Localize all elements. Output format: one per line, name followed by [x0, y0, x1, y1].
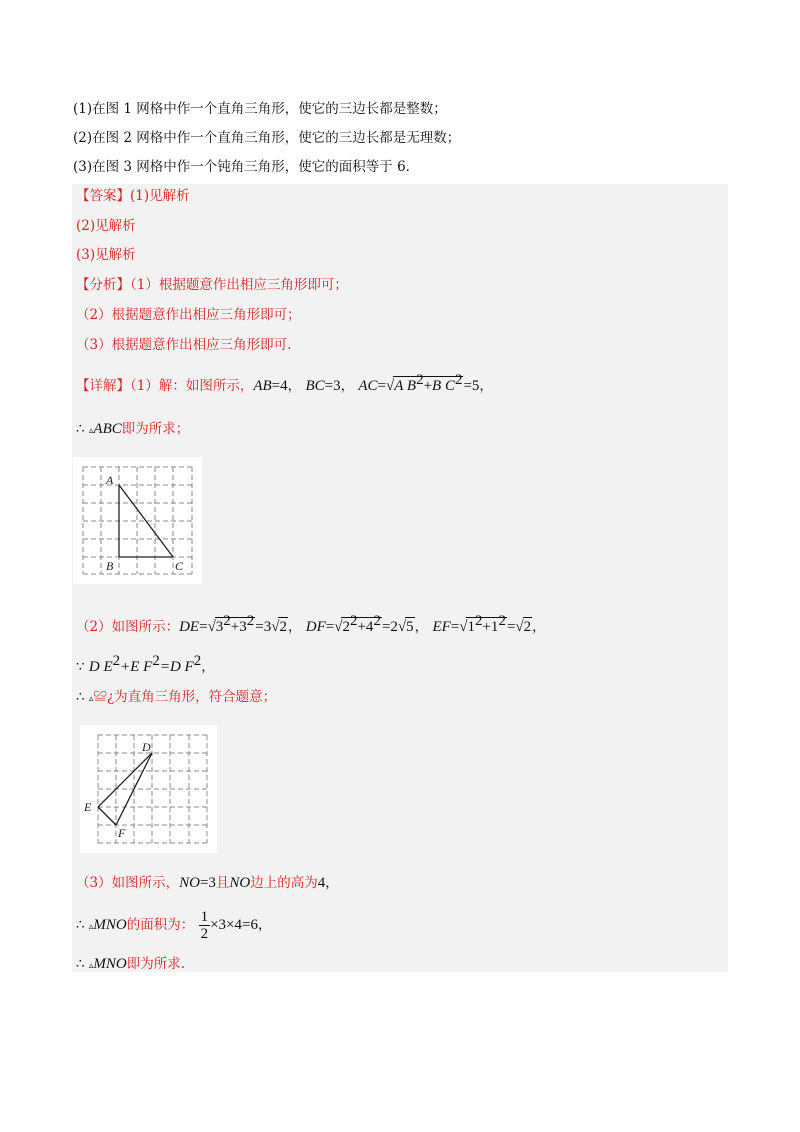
exponent: 2 — [112, 653, 121, 669]
therefore-symbol: ∴ — [76, 421, 85, 437]
question-line-3: (3)在图 3 网格中作一个钝角三角形，使它的面积等于 6． — [73, 159, 420, 175]
exponent: 2 — [246, 613, 255, 629]
math-ef: EF — [432, 619, 451, 635]
math-mno: MNO — [93, 956, 127, 972]
math-mno: MNO — [93, 917, 127, 933]
separator: ， — [287, 378, 302, 394]
mno-conclusion: 即为所求. — [126, 956, 186, 972]
separator: ， — [532, 619, 546, 635]
label-e: E — [84, 800, 92, 814]
triangle-symbol: ▵ — [88, 694, 94, 704]
detail-line-2 — [76, 420, 189, 440]
math-df: DF — [305, 619, 326, 635]
label-c: C — [175, 559, 184, 573]
radicand-part: 2 — [523, 619, 532, 635]
exponent: 2 — [474, 613, 483, 629]
math-ab: AB — [253, 378, 272, 394]
label-b: B — [106, 559, 114, 573]
figure-2-svg — [80, 725, 217, 853]
figure-1-grid — [73, 457, 202, 584]
radicand-part: +1 — [482, 619, 499, 635]
fraction-numerator: 1 — [200, 909, 209, 925]
radical-sign: √ — [515, 619, 524, 635]
height-value: 4 — [317, 875, 326, 891]
math-df-term: =D F — [159, 659, 194, 675]
math-ac-value: =5 — [463, 378, 480, 394]
radicand-ab: A B — [394, 378, 417, 394]
because-symbol: ∵ — [76, 659, 85, 675]
math-ef-value: = — [506, 619, 516, 635]
label-d: D — [142, 740, 151, 754]
detail-abc-text: 即为所求； — [121, 421, 190, 437]
exponent: 2 — [416, 372, 424, 388]
garbled-symbol: ≌¿ — [93, 689, 115, 705]
separator: ， — [325, 875, 339, 891]
radicand-part: +3 — [230, 619, 247, 635]
math-de-term: D E — [88, 659, 113, 675]
plus-sign: + — [423, 378, 433, 394]
detail-p1-intro: （1）解：如图所示， — [130, 378, 254, 394]
area-calculation: ×3×4=6 — [210, 917, 258, 933]
math-de-value: =3 — [255, 619, 272, 635]
radicand-part: 3 — [215, 619, 224, 635]
detail-line-1 — [76, 372, 493, 395]
therefore-symbol: ∴ — [76, 917, 85, 933]
area-text: 的面积为： — [126, 917, 195, 933]
separator: ， — [257, 917, 272, 933]
math-df-value: =2 — [381, 619, 398, 635]
radicand-df — [341, 613, 381, 636]
detail-line-8 — [76, 955, 185, 975]
analysis-line-2: （2）根据题意作出相应三角形即可； — [76, 307, 301, 323]
fraction-denominator: 2 — [200, 926, 209, 942]
therefore-symbol: ∴ — [76, 956, 85, 972]
radical-sign: √ — [459, 619, 468, 635]
separator: ， — [340, 378, 355, 394]
answer-part-1: (1)见解析 — [130, 188, 190, 204]
radical-sign: √ — [397, 619, 407, 635]
radicand-ac — [393, 372, 463, 395]
detail-tag: 【详解】 — [76, 378, 130, 394]
math-equals: = — [450, 619, 460, 635]
detail-line-4 — [76, 653, 215, 676]
analysis-text-1: （1）根据题意作出相应三角形即可； — [130, 277, 348, 293]
detail-line-3 — [76, 613, 546, 636]
separator: ， — [414, 619, 429, 635]
detail-p2-intro: （2）如图所示： — [76, 619, 180, 635]
answer-line-1 — [76, 187, 190, 205]
answer-line-3: (3)见解析 — [76, 247, 136, 263]
math-equals: = — [325, 619, 335, 635]
detail-p2-conclusion: 为直角三角形，符合题意； — [114, 689, 277, 705]
label-a: A — [106, 473, 114, 487]
exponent: 2 — [223, 613, 231, 629]
radicand-bc: B C — [432, 378, 455, 394]
radicand-part: 1 — [467, 619, 475, 635]
separator: ， — [287, 619, 302, 635]
analysis-line-3: （3）根据题意作出相应三角形即可. — [76, 337, 292, 353]
separator: ， — [201, 659, 215, 675]
exponent: 2 — [498, 613, 506, 629]
label-f: F — [118, 826, 126, 840]
radical-sign: √ — [386, 378, 395, 394]
math-equals: = — [199, 619, 208, 635]
radicand-part: 5 — [406, 619, 414, 635]
radical-sign: √ — [207, 619, 216, 635]
analysis-line-1 — [76, 276, 348, 294]
analysis-tag: 【分析】 — [76, 277, 130, 293]
therefore-symbol: ∴ — [76, 689, 85, 705]
radicand-ef — [466, 613, 506, 636]
radicand-de — [215, 613, 255, 636]
radicand-part: 2 — [342, 619, 350, 635]
math-no: NO — [229, 875, 251, 891]
detail-p3-intro: （3）如图所示， — [76, 875, 180, 891]
detail-line-7 — [76, 909, 271, 942]
height-text: 边上的高为 — [250, 875, 318, 891]
exponent: 2 — [373, 613, 381, 629]
math-bc-value: =3 — [324, 378, 341, 394]
exponent: 2 — [454, 372, 463, 388]
radicand-part: 2 — [279, 619, 287, 635]
figure-2-grid — [80, 725, 217, 853]
math-ac: AC — [358, 378, 378, 394]
math-ef-term: +E F — [120, 659, 153, 675]
math-abc: ABC — [93, 421, 122, 437]
radicand-part: +4 — [357, 619, 374, 635]
exponent: 2 — [349, 613, 358, 629]
fraction-half — [199, 909, 211, 942]
separator: ， — [479, 378, 493, 394]
radical-sign: √ — [334, 619, 343, 635]
figure-1-svg — [73, 457, 202, 584]
triangle-symbol: ▵ — [88, 961, 94, 971]
triangle-symbol: ▵ — [88, 426, 94, 436]
question-line-1: (1)在图 1 网格中作一个直角三角形，使它的三边长都是整数； — [73, 101, 447, 117]
math-de: DE — [179, 619, 200, 635]
answer-tag: 【答案】 — [76, 188, 130, 204]
detail-line-5 — [76, 688, 276, 708]
math-no-value: =3 — [199, 875, 216, 891]
exponent: 2 — [152, 653, 160, 669]
math-equals: = — [377, 378, 387, 394]
math-bc: BC — [305, 378, 325, 394]
math-ab-value: =4 — [271, 378, 288, 394]
math-no: NO — [179, 875, 200, 891]
answer-line-2: (2)见解析 — [76, 218, 136, 234]
exponent: 2 — [193, 653, 202, 669]
radical-sign: √ — [271, 619, 280, 635]
question-line-2: (2)在图 2 网格中作一个直角三角形，使它的三边长都是无理数； — [73, 130, 461, 146]
detail-line-6 — [76, 874, 339, 892]
triangle-symbol: ▵ — [88, 922, 94, 932]
conjunction: 且 — [215, 875, 230, 891]
